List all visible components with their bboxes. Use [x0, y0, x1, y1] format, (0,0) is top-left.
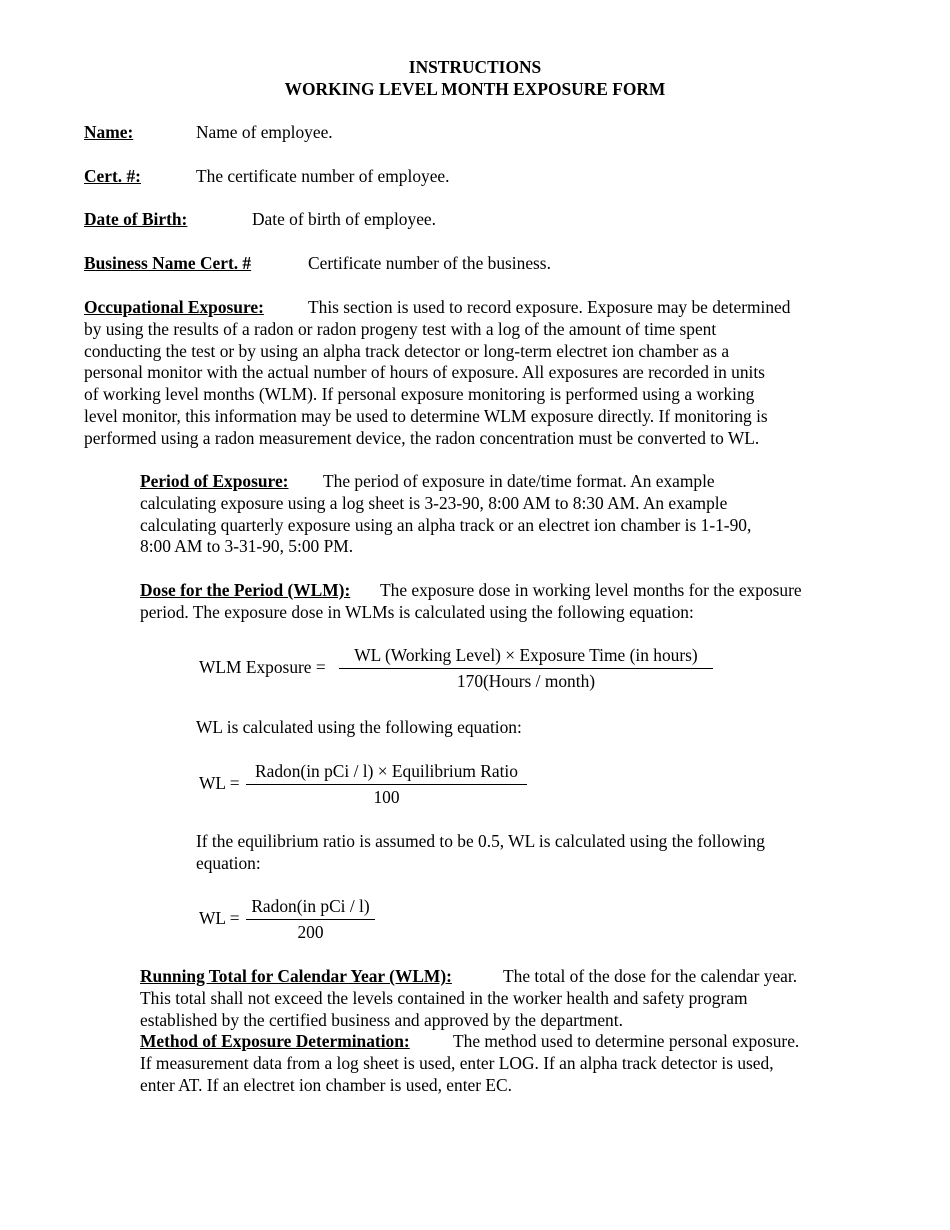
occupational-exposure-section	[84, 297, 790, 450]
field-name	[84, 122, 333, 144]
field-business-cert	[84, 253, 551, 275]
period-line: calculating quarterly exposure using an alpha track or an electret ion chamber is 1-1-90,	[140, 514, 752, 535]
period-line: The period of exposure in date/time format. An example	[323, 471, 715, 491]
period-line: 8:00 AM to 3-31-90, 5:00 PM.	[140, 536, 354, 557]
field-cert	[84, 166, 450, 188]
occupational-line: This section is used to record exposure. Exposure may be determined	[308, 297, 791, 317]
dose-section	[140, 580, 802, 624]
page-title: INSTRUCTIONS	[408, 57, 542, 77]
ratio-intro-line: If the equilibrium ratio is assumed to be 0.5, WL is calculated using the following	[196, 831, 765, 851]
wlm-equation	[199, 645, 719, 695]
running-total-line: established by the certified business and approved by the department.	[140, 1009, 623, 1030]
running-total-label: Running Total for Calendar Year (WLM):	[140, 966, 452, 986]
dose-line: period. The exposure dose in WLMs is calculated using the following equation:	[140, 601, 694, 622]
occupational-line: of working level months (WLM). If personal exposure monitoring is performed using a working	[84, 384, 755, 405]
cert-description: The certificate number of employee.	[196, 166, 450, 186]
occupational-line: by using the results of a radon or radon progeny test with a log of the amount of time spent	[84, 318, 717, 339]
method-line: If measurement data from a log sheet is used, enter LOG. If an alpha track detector is used,	[140, 1052, 774, 1073]
name-label: Name:	[84, 122, 134, 142]
method-line: enter AT. If an electret ion chamber is used, enter EC.	[140, 1074, 512, 1095]
fraction-bar	[339, 668, 713, 669]
business-cert-description: Certificate number of the business.	[308, 253, 551, 273]
form-title: WORKING LEVEL MONTH EXPOSURE FORM	[284, 79, 666, 99]
occupational-line: level monitor, this information may be used to determine WLM exposure directly. If monitoring is	[84, 405, 768, 426]
occupational-exposure-label: Occupational Exposure:	[84, 297, 264, 317]
fraction-bar	[246, 919, 375, 920]
cert-label: Cert. #:	[84, 166, 141, 186]
field-dob	[84, 209, 436, 231]
ratio-intro-line: equation:	[196, 852, 261, 873]
period-line: calculating exposure using a log sheet is 3-23-90, 8:00 AM to 8:30 AM. An example	[140, 492, 728, 513]
running-total-line: The total of the dose for the calendar year.	[503, 966, 798, 986]
occupational-line: personal monitor with the actual number of hours of exposure. All exposures are recorded in units	[84, 362, 765, 383]
wl-equation	[199, 761, 539, 811]
dob-label: Date of Birth:	[84, 209, 188, 229]
period-of-exposure-label: Period of Exposure:	[140, 471, 289, 491]
fraction-bar	[246, 784, 527, 785]
occupational-line: conducting the test or by using an alpha track detector or long-term electret ion chamber as a	[84, 340, 730, 361]
wl-intro-text: WL is calculated using the following equation:	[196, 717, 522, 737]
wlm-equation-lhs: WLM Exposure =	[199, 657, 326, 677]
method-label: Method of Exposure Determination:	[140, 1031, 410, 1051]
wl-equation-lhs: WL =	[199, 773, 240, 793]
method-line: The method used to determine personal exposure.	[453, 1031, 800, 1051]
wlm-equation-numerator: WL (Working Level) × Exposure Time (in hours)	[354, 645, 698, 665]
wl-half-equation-denominator: 200	[297, 922, 324, 942]
period-of-exposure-section	[140, 471, 751, 558]
dob-description: Date of birth of employee.	[252, 209, 436, 229]
wl-half-equation-lhs: WL =	[199, 908, 240, 928]
running-total-section	[140, 966, 797, 1031]
occupational-line: performed using a radon measurement device, the radon concentration must be converted to WL.	[84, 427, 760, 448]
wl-equation-numerator: Radon(in pCi / l) × Equilibrium Ratio	[255, 761, 518, 781]
ratio-intro	[196, 831, 765, 875]
wl-intro	[196, 717, 522, 739]
business-cert-label: Business Name Cert. #	[84, 253, 252, 273]
wl-equation-denominator: 100	[373, 787, 400, 807]
wl-half-equation-numerator: Radon(in pCi / l)	[251, 896, 370, 916]
method-section	[140, 1031, 799, 1096]
wlm-equation-denominator: 170(Hours / month)	[456, 671, 596, 691]
running-total-line: This total shall not exceed the levels contained in the worker health and safety program	[140, 987, 748, 1008]
wl-half-equation	[199, 896, 399, 946]
dose-label: Dose for the Period (WLM):	[140, 580, 351, 600]
name-description: Name of employee.	[196, 122, 333, 142]
dose-line: The exposure dose in working level months for the exposure	[380, 580, 802, 600]
